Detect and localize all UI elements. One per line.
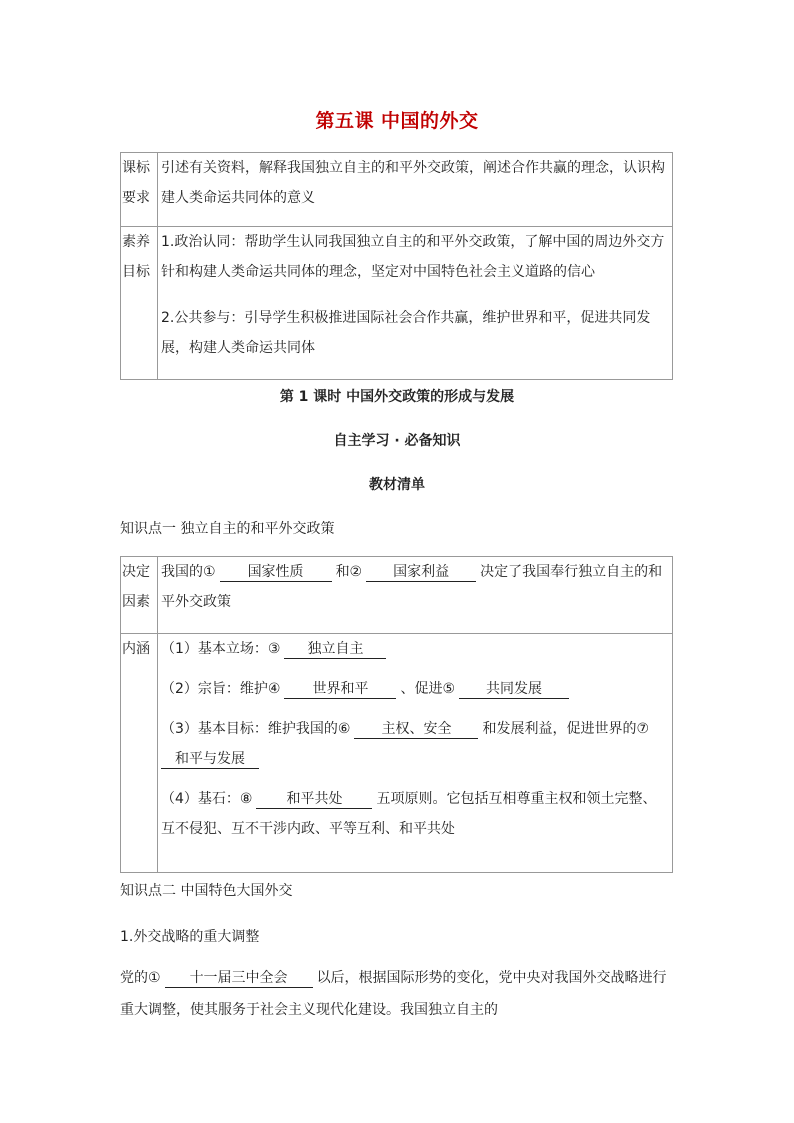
kp2-paragraph: 党的① 十一届三中全会 以后，根据国际形势的变化，党中央对我国外交战略进行重大调整，使其服务于社会主义现代化建设。我国独立自主的 [120,970,667,1018]
answer-blank: 世界和平 [284,680,396,699]
sub-title: 教材清单 [369,477,425,493]
item-purpose: （2）宗旨：维护④ 世界和平 、促进⑤ 共同发展 [161,674,670,704]
answer-blank: 和平共处 [256,790,372,809]
kp2-subheading: 1.外交战略的重大调整 [120,929,260,945]
lesson-title: 第五课 中国的外交 [315,110,479,132]
connotation-cell [158,634,673,873]
row-key-goals: 素养目标 [121,227,158,380]
answer-blank: 十一届三中全会 [165,969,313,988]
row-key-requirements: 课标要求 [121,153,158,227]
item-goal: （3）基本目标：维护我国的⑥ 主权、安全 和发展利益，促进世界的⑦和平与发展 [161,721,650,767]
knowledge-point-2-title: 知识点二 中国特色大国外交 [120,883,293,899]
factors-cell: 我国的① 国家性质 和② 国家利益 决定了我国奉行独立自主的和平外交政策 [158,557,673,634]
table-row [121,153,673,227]
knowledge-point-1-title: 知识点一 独立自主的和平外交政策 [120,521,335,537]
answer-blank: 主权、安全 [354,720,478,739]
answer-blank: 共同发展 [459,680,569,699]
knowledge-table [120,556,673,873]
requirements-text: 引述有关资料，解释我国独立自主的和平外交政策，阐述合作共赢的理念，认识构建人类命运共同体的意义 [158,153,673,227]
goal-political: 1.政治认同：帮助学生认同我国独立自主的和平外交政策，了解中国的周边外交方针和构建人类命运共同体的理念，坚定对中国特色社会主义道路的信心 [161,234,665,280]
table-row [121,634,673,873]
answer-blank: 国家性质 [220,563,332,582]
period-title: 第 1 课时 中国外交政策的形成与发展 [279,389,515,405]
table-row [121,557,673,634]
answer-blank: 和平与发展 [161,750,259,769]
curriculum-table [120,152,673,380]
table-row [121,227,673,380]
goal-participation: 2.公共参与：引导学生积极推进国际社会合作共赢，维护世界和平，促进共同发展，构建人类命运共同体 [161,310,651,356]
item-foundation: （4）基石：⑧ 和平共处 五项原则。它包括互相尊重主权和领土完整、互不侵犯、互不干涉内政、平等互利、和平共处 [161,791,657,837]
answer-blank: 国家利益 [366,563,476,582]
row-key-connotation: 内涵 [121,634,158,873]
row-key-factors: 决定因素 [121,557,158,634]
item-stance: （1）基本立场：③ 独立自主 [161,634,670,664]
answer-blank: 独立自主 [284,640,386,659]
goals-cell [158,227,673,380]
section-title: 自主学习 · 必备知识 [333,433,461,449]
